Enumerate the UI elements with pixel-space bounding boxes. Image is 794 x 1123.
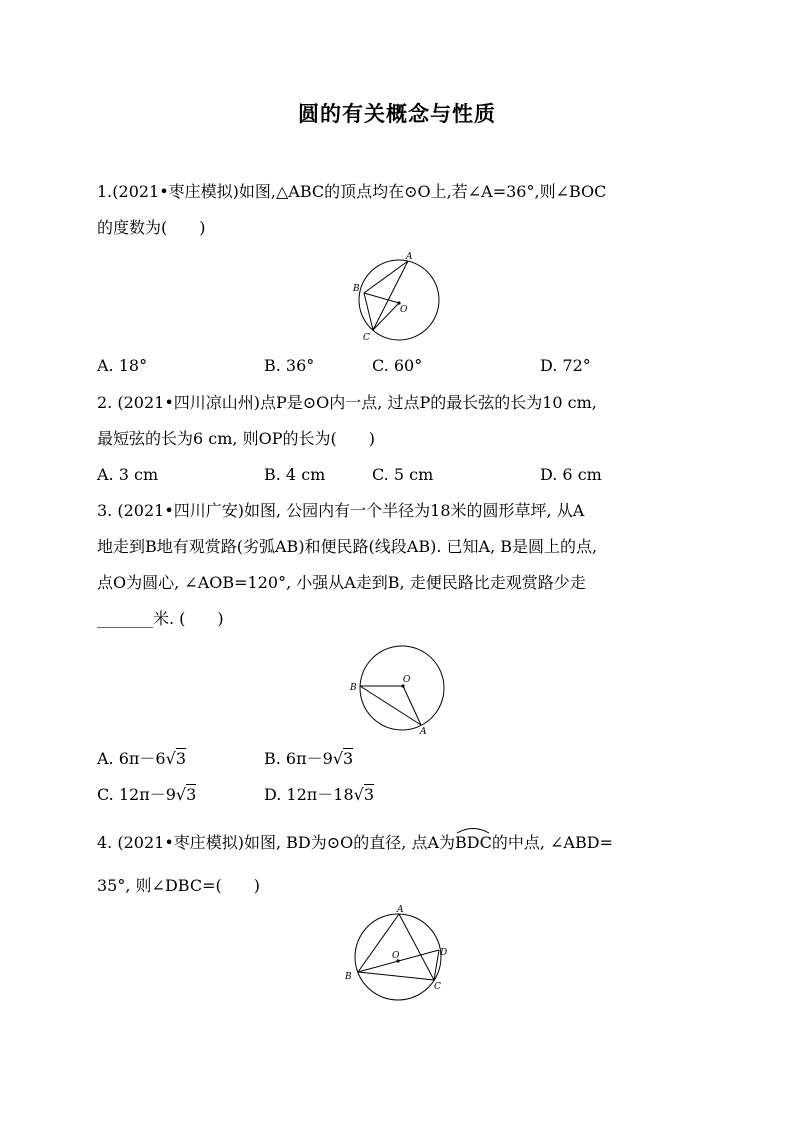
q3-circle (360, 646, 444, 730)
q2-stem-line-1: 2. (2021•四川凉山州)点P是⊙O内一点, 过点P的最长弦的长为10 cm, (97, 393, 597, 412)
q4-label-o: O (392, 951, 400, 961)
q4-segment-ac (399, 914, 434, 980)
q1-figure (350, 248, 450, 343)
q3-option-b-radicand: 3 (343, 749, 354, 768)
q3-option-a-text: A. 6π－6 (97, 749, 166, 768)
sqrt-symbol: √ (332, 749, 344, 768)
q1-segment-bc (364, 293, 373, 330)
q3-option-d (264, 784, 374, 806)
q4-stem-text-b: 的中点, ∠ABD= (491, 833, 613, 852)
q3-stem-line-1: 3. (2021•四川广安)如图, 公园内有一个半径为18米的圆形草坪, 从A (97, 501, 585, 520)
sqrt-symbol: √ (165, 749, 176, 768)
q3-option-d-radicand: 3 (363, 785, 375, 804)
q4-segment-ba (358, 914, 399, 972)
q1-segment-oc (373, 303, 399, 330)
q3-label-b: B (350, 683, 357, 693)
sqrt-symbol: √ (353, 785, 364, 804)
q3-option-a (97, 748, 186, 770)
q1-label-a: A (406, 252, 413, 262)
q1-option-c: C. 60° (372, 356, 423, 375)
q4-arc-bdc (455, 832, 492, 854)
sqrt-symbol: √ (175, 785, 187, 804)
q1-segment-ac (373, 261, 408, 330)
q3-stem-line-4: _______米. ( ) (97, 609, 224, 628)
q2-option-c: C. 5 cm (372, 465, 434, 484)
q3-option-c (97, 784, 196, 806)
q1-option-a: A. 18° (97, 356, 148, 375)
q4-stem-line-2: 35°, 则∠DBC=( ) (97, 876, 260, 895)
q1-stem-line-1: 1.(2021•枣庄模拟)如图,△ABC的顶点均在⊙O上,若∠A=36°,则∠BOC (97, 182, 607, 201)
arc-mark-icon (455, 826, 491, 834)
q3-figure (347, 640, 447, 736)
q1-circle (359, 260, 439, 340)
q3-label-o: O (403, 675, 411, 685)
q2-option-d: D. 6 cm (540, 465, 602, 484)
q4-label-a: A (397, 905, 404, 915)
q3-option-b (264, 748, 353, 770)
q1-option-d: D. 72° (540, 356, 591, 375)
q3-stem-line-3: 点O为圆心, ∠AOB=120°, 小强从A走到B, 走便民路比走观赏路少走 (97, 573, 586, 592)
q4-figure (342, 905, 454, 1009)
q1-stem-line-2: 的度数为( ) (97, 218, 206, 237)
q3-stem-line-2: 地走到B地有观赏路(劣弧AB)和便民路(线段AB). 已知A, B是圆上的点, (97, 537, 598, 556)
q3-option-d-text: D. 12π－18 (264, 785, 354, 804)
page-title: 圆的有关概念与性质 (298, 102, 496, 126)
q3-option-b-text: B. 6π－9 (264, 749, 333, 768)
q3-option-c-radicand: 3 (186, 785, 197, 804)
q4-label-c: C (434, 982, 441, 992)
q4-arc-label: BDC (455, 833, 492, 852)
q3-option-a-radicand: 3 (175, 749, 186, 768)
q4-stem-line-1 (97, 832, 613, 854)
q4-label-d: D (440, 948, 448, 958)
q1-segment-ab (364, 261, 408, 293)
q1-option-b: B. 36° (264, 356, 315, 375)
q1-label-c: C (363, 333, 370, 343)
q3-option-c-text: C. 12π－9 (97, 785, 176, 804)
q2-stem-line-2: 最短弦的长为6 cm, 则OP的长为( ) (97, 429, 375, 448)
q3-label-a: A (420, 727, 427, 736)
q1-segment-ob (364, 293, 399, 303)
q2-option-a: A. 3 cm (97, 465, 159, 484)
q4-stem-text-a: 4. (2021•枣庄模拟)如图, BD为⊙O的直径, 点A为 (97, 833, 456, 852)
q4-label-b: B (345, 972, 352, 982)
q2-option-b: B. 4 cm (264, 465, 326, 484)
q1-label-b: B (353, 284, 360, 294)
q1-label-o: O (400, 305, 408, 315)
q4-segment-bc (358, 972, 434, 980)
